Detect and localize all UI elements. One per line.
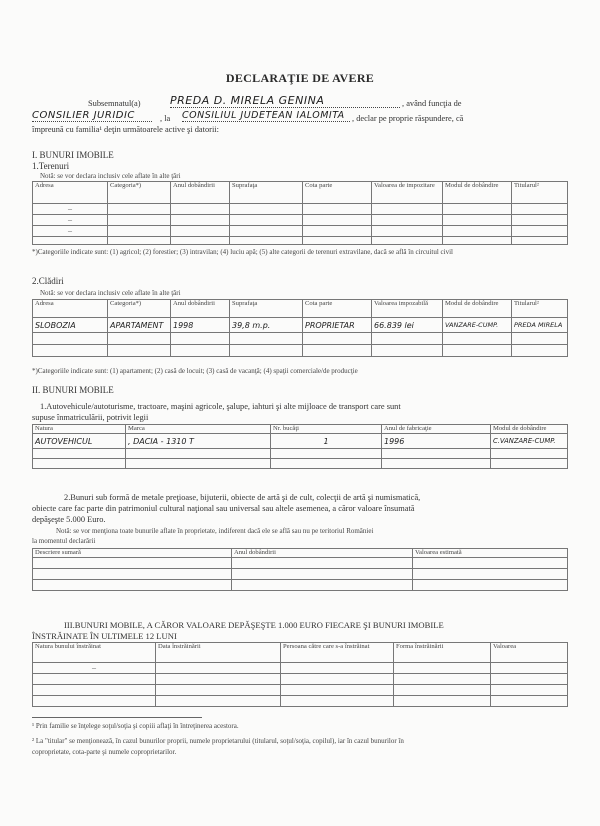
- header-cell: Valoarea de impozitare: [372, 182, 443, 204]
- dash-cell: –: [33, 215, 108, 226]
- header-cell: Adresa: [33, 300, 108, 318]
- table-header-row: [33, 425, 568, 434]
- header-cell: Natura bunului înstrăinat: [33, 643, 156, 663]
- institution-value: CONSILIUL JUDETEAN IALOMITA: [182, 110, 350, 122]
- dash-cell: –: [33, 663, 156, 674]
- table-row: [33, 226, 568, 237]
- declar-text: , declar pe proprie răspundere, că: [352, 114, 464, 123]
- table-row: [33, 237, 568, 245]
- table-row: [33, 459, 568, 469]
- table-row: [33, 663, 568, 674]
- cell-modul: VANZARE-CUMP.: [443, 318, 512, 333]
- bunuri-pretioase-text1: 2.Bunuri sub formă de metale preţioase, bijuterii, obiecte de artă şi de cult, colecţii de artă şi numismatică,: [64, 493, 421, 502]
- header-cell: Modul de dobândire: [491, 425, 568, 434]
- table-row: [33, 685, 568, 696]
- subsemnatul-label: Subsemnatul(a): [88, 99, 141, 108]
- header-cell: Titularul²: [512, 182, 568, 204]
- header-cell: Natura: [33, 425, 126, 434]
- section1-title: I. BUNURI IMOBILE: [32, 150, 114, 160]
- bunuri-pretioase-note1: Notă: se vor menţiona toate bunurile aflate în proprietate, indiferent dacă ele se află sau nu pe teritoriul României: [56, 527, 374, 535]
- table-row: [33, 449, 568, 459]
- bunuri-pretioase-text3: depăşeşte 5.000 Euro.: [32, 515, 106, 524]
- header-cell: Forma înstrăinării: [394, 643, 491, 663]
- cell-cota: PROPRIETAR: [303, 318, 372, 333]
- instrainate-table: [32, 642, 568, 707]
- header-cell: Nr. bucăţi: [271, 425, 382, 434]
- header-cell: Suprafaţa: [230, 182, 303, 204]
- terenuri-table: [32, 181, 568, 245]
- header-cell: Valoarea: [491, 643, 568, 663]
- cell-valoare: 66.839 lei: [372, 318, 443, 333]
- section2-title: II. BUNURI MOBILE: [32, 385, 114, 395]
- header-cell: Categoria*): [108, 182, 171, 204]
- cladiri-footnote: *)Categoriile indicate sunt: (1) apartament; (2) casă de locuit; (3) casă de vacanţă; (4) spaţii comerciale/de producţie: [32, 367, 358, 375]
- autovehicule-table: [32, 424, 568, 469]
- terenuri-note: Notă: se vor declara inclusiv cele aflate în alte ţări: [40, 172, 181, 180]
- header-cell: Persoana către care s-a înstrăinat: [281, 643, 394, 663]
- cell-modul-dobandire: C.VANZARE-CUMP.: [491, 434, 568, 449]
- avand-functia-label: , având funcţia de: [402, 99, 462, 108]
- table-row: [33, 696, 568, 707]
- table-row: [33, 215, 568, 226]
- bunuri-pretioase-note2: la momentul declarării: [32, 537, 96, 545]
- cell-marca: , DACIA - 1310 T: [126, 434, 271, 449]
- header-cell: Descriere sumară: [33, 549, 232, 558]
- header-cell: Valoarea estimată: [413, 549, 568, 558]
- terenuri-title: 1.Terenuri: [32, 161, 70, 171]
- cladiri-note: Notă: se vor declara inclusiv cele aflate în alte ţări: [40, 289, 181, 297]
- cladiri-table: [32, 299, 568, 357]
- table-row: [33, 434, 568, 449]
- declarant-name: PREDA D. MIRELA GENINA: [170, 94, 400, 108]
- table-row: [33, 569, 568, 580]
- header-cell: Adresa: [33, 182, 108, 204]
- footnote-1: ¹ Prin familie se înţelege soţul/soţia şi copiii aflaţi în întreţinerea acestora.: [32, 722, 239, 730]
- footnote-2b: coproprietate, cota-parte şi numele coproprietarilor.: [32, 748, 177, 756]
- header-cell: Anul dobândirii: [232, 549, 413, 558]
- bunuri-pretioase-text2: obiecte care fac parte din patrimoniul cultural naţional sau universal sau altele asemenea, a căror valoare însumată: [32, 504, 415, 513]
- header-cell: Modul de dobândire: [443, 182, 512, 204]
- header-cell: Cota parte: [303, 182, 372, 204]
- intro-line2: împreună cu familia¹ deţin următoarele active şi datorii:: [32, 125, 219, 134]
- header-cell: Modul de dobândire: [443, 300, 512, 318]
- autovehicule-text2: supuse înmatriculării, potrivit legii: [32, 413, 149, 422]
- header-cell: Anul de fabricaţie: [382, 425, 491, 434]
- bunuri-pretioase-table: [32, 548, 568, 591]
- footnote-separator: [32, 717, 202, 718]
- page-title: DECLARAŢIE DE AVERE: [225, 71, 375, 85]
- terenuri-footnote: *)Categoriile indicate sunt: (1) agricol; (2) forestier; (3) intravilan; (4) luciu apă; (5) alte categorii de terenuri extravilane, dacă se află în circuitul civil: [32, 248, 453, 256]
- cell-an-fabricatie: 1996: [382, 434, 491, 449]
- header-cell: Anul dobândirii: [171, 182, 230, 204]
- header-cell: Categoria*): [108, 300, 171, 318]
- cell-adresa: SLOBOZIA: [33, 318, 108, 333]
- section3-title-line2: ÎNSTRĂINATE ÎN ULTIMELE 12 LUNI: [32, 631, 177, 641]
- cell-nr-bucati: 1: [271, 434, 382, 449]
- table-row: [33, 318, 568, 333]
- table-row: [33, 674, 568, 685]
- table-row: [33, 580, 568, 591]
- table-header-row: [33, 182, 568, 204]
- cell-categoria: APARTAMENT: [108, 318, 171, 333]
- dash-cell: –: [33, 226, 108, 237]
- header-cell: Data înstrăinării: [156, 643, 281, 663]
- autovehicule-text1: 1.Autovehicule/autoturisme, tractoare, maşini agricole, şalupe, iahturi şi alte mijloace de transport care sunt: [40, 402, 401, 411]
- la-label: , la: [160, 114, 171, 123]
- table-header-row: [33, 549, 568, 558]
- section3-title-line1: III.BUNURI MOBILE, A CĂROR VALOARE DEPĂŞEŞTE 1.000 EURO FIECARE ŞI BUNURI IMOBILE: [64, 620, 444, 630]
- function-value: CONSILIER JURIDIC: [32, 110, 152, 122]
- cell-suprafata: 39,8 m.p.: [230, 318, 303, 333]
- dash-cell: –: [33, 204, 108, 215]
- footnote-2a: ² La "titular" se menţionează, în cazul bunurilor proprii, numele proprietarului (titularul, soţul/soţia, copilul), iar în cazul bunurilor în: [32, 737, 404, 745]
- header-cell: Suprafaţa: [230, 300, 303, 318]
- cell-titular: PREDA MIRELA: [512, 318, 568, 333]
- cell-natura: AUTOVEHICUL: [33, 434, 126, 449]
- table-header-row: [33, 643, 568, 663]
- header-cell: Anul dobândirii: [171, 300, 230, 318]
- table-row: [33, 333, 568, 345]
- cladiri-title: 2.Clădiri: [32, 276, 64, 286]
- table-header-row: [33, 300, 568, 318]
- table-row: [33, 204, 568, 215]
- header-cell: Cota parte: [303, 300, 372, 318]
- header-cell: Titularul²: [512, 300, 568, 318]
- header-cell: Valoarea impozabilă: [372, 300, 443, 318]
- table-row: [33, 558, 568, 569]
- header-cell: Marca: [126, 425, 271, 434]
- cell-anul: 1998: [171, 318, 230, 333]
- table-row: [33, 345, 568, 357]
